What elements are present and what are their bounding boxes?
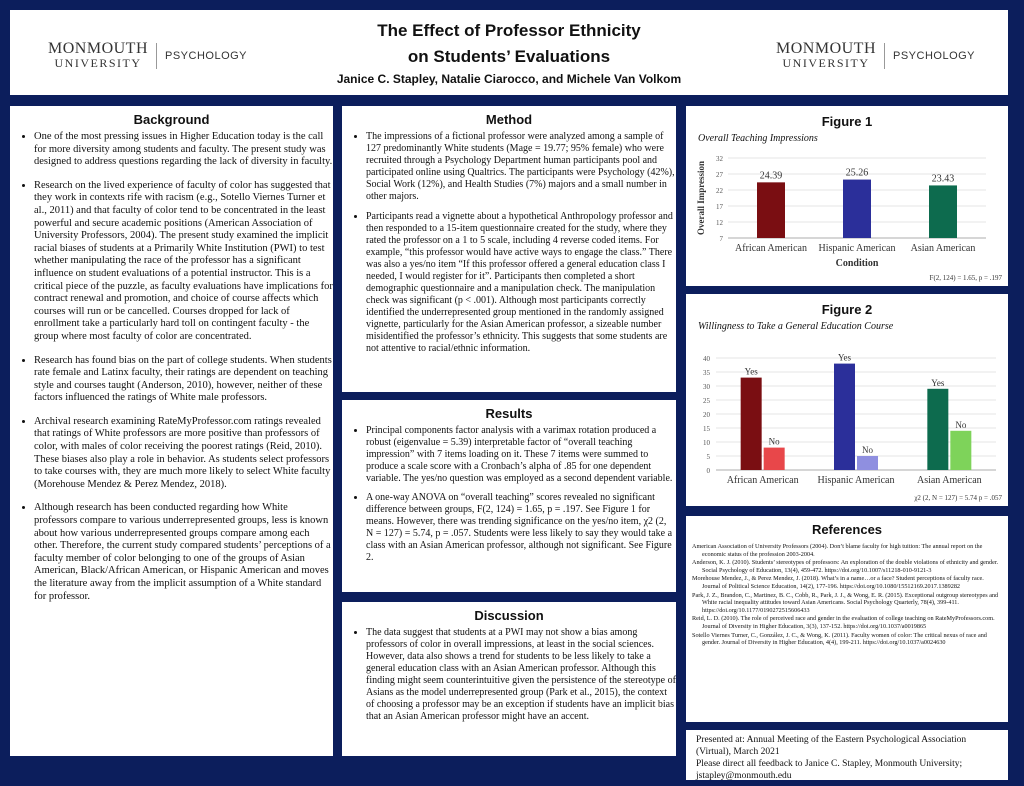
background-item: • One of the most pressing issues in Higher Education today is the call for more diversity among students and faculty. The present study was designed to address questions regarding the lack of diversity in faculty. — [34, 131, 333, 169]
data-label: No — [768, 436, 780, 447]
bar-asian-american — [929, 185, 957, 238]
title-line-1: The Effect of Professor Ethnicity — [377, 21, 641, 40]
logo-university-line1: MONMOUTH — [48, 40, 148, 57]
figure2-stat: χ2 (2, N = 127) = 5.74 p = .057 — [914, 494, 1002, 502]
reference-item: Anderson, K. J. (2010). Students’ stereotypes of professors: An exploration of the double violations of ethnicity and gender. Social Psychology of Education, 13(4), 459-472. https://doi.org/10.1007/s11218-010-9121-3 — [692, 559, 999, 574]
discussion-list — [342, 627, 676, 723]
background-list — [10, 131, 333, 603]
reference-item: Reid, L. D. (2010). The role of perceived race and gender in the evaluation of college teaching on RateMyProfessors.com. Journal of Diversity in Higher Education, 3(3), 137-152. https://doi.org/10.1037/a0019865 — [692, 615, 995, 630]
figure1-chart — [686, 146, 1008, 286]
x-tick-label: Asian American — [916, 475, 982, 486]
figure1-panel — [686, 106, 1008, 286]
results-item: • A one-way ANOVA on “overall teaching” scores revealed no significant difference between groups, F(2, 124) = 1.65, p = .197. See Figure 1 for means. However, there was trending significance on the yes/no item, χ2 (2, N = 127) = 5.74, p = .057. Students were less likely to say they would take a class with an Asian American professor, although not significant. See Figure 2. — [366, 492, 676, 564]
reference-item: Morehouse Mendez, J., & Perez Mendez, J. (2018). What’s in a name…or a face? Student perceptions of faculty race. Journal of Political Science Education, 14(2), 177-196. https://doi.org/10.1080/15512169.2017.1389282 — [692, 575, 984, 590]
data-label: 25.26 — [845, 167, 869, 179]
reference-item: American Association of University Professors (2004). Don’t blame faculty for high tuition: The annual report on the economic status of the profession 2003-2004. — [692, 543, 983, 558]
bar-hispanic-american — [843, 180, 871, 238]
data-label: Yes — [931, 377, 945, 388]
y-tick-label: 17 — [716, 203, 723, 211]
y-tick-label: 5 — [706, 453, 710, 461]
method-item: • The impressions of a fictional professor were analyzed among a sample of 127 predominantly White students (Mage = 19.77; 95% female) who were recruited through a Psychology Department human participants pool and participated online using Qualtrics. The participants were Psychology (42%), Social Work (12%), and Health Studies (7%) majors and a small number in other majors. — [366, 131, 676, 203]
monmouth-logo-right — [776, 42, 975, 70]
figure1-stat: F(2, 124) = 1.65, p = .197 — [929, 274, 1002, 282]
background-item: • Research has found bias on the part of college students. When students rate female and Latinx faculty, their ratings are dependent on teaching style and courses taught (Anderson, 2010), however, neither of these factors influenced the ratings of White male professors. — [34, 355, 333, 405]
data-label: Yes — [744, 366, 758, 377]
logo-university-line2: UNIVERSITY — [782, 56, 870, 70]
y-tick-label: 15 — [703, 425, 710, 433]
y-tick-label: 20 — [703, 411, 710, 419]
data-label: Yes — [837, 352, 852, 363]
x-axis-title: Condition — [835, 258, 879, 269]
results-list — [342, 425, 676, 564]
background-panel — [10, 106, 333, 756]
y-tick-label: 35 — [703, 369, 710, 377]
bar-no-african-american — [764, 448, 785, 470]
bar-no-asian-american — [950, 431, 971, 470]
logo-university-line1: MONMOUTH — [776, 40, 876, 57]
feedback-contact: Please direct all feedback to Janice C. Stapley, Monmouth University; jstapley@monmouth.edu — [696, 759, 963, 781]
x-tick-label: Hispanic American — [818, 243, 896, 254]
poster-header — [10, 10, 1008, 95]
reference-item: Park, J. Z., Brandon, C., Martinez, B. C., Cobb, R., Park, J. J., & Wong, E. R. (2015). Exceptional outgroup stereotypes and White racial inequality attitudes toward Asian Americans. Social Psychology Quarterly, 78(4), 399-411. https://doi.org/10.1177/0190272515606433 — [692, 591, 999, 614]
footer-panel — [686, 730, 1008, 780]
x-tick-label: Hispanic American — [817, 475, 895, 486]
figure2-panel — [686, 294, 1008, 506]
results-item: • Principal components factor analysis with a varimax rotation produced a robust (eigenvalue = 5.39) interpretable factor of “overall teaching impression” with 7 items loading on it. These 7 items were summed to produce a scale score with a Cronbach’s alpha of .85 for one dependent variable. The yes/no question was employed as a second dependent variable. — [366, 425, 676, 485]
method-item: • Participants read a vignette about a hypothetical Anthropology professor and then responded to a 15-item questionnaire created for the study, where they rated the professor on a 1 to 5 scale, including 4 reverse coded items. For example, “this professor would have active ways to engage the class.” There was also a yes/no item “If this professor offered a general education class I needed, I would register for it”. Participants then completed a short demographic questionnaire and a manipulation check. The manipulation check was significant (p < .001). Although most participants correctly identified the underrepresented group mentioned in the randomly assigned vignette, particularly for the Asian American professor, a sizeable number misidentified the professor’s ethnicity. This suggests that some students are not attentive to racial/ethnic information. — [366, 211, 676, 355]
logo-university-line2: UNIVERSITY — [54, 56, 142, 70]
background-item: • Although research has been conducted regarding how White professors compare to various underrepresented groups, less is known about how various underrepresented groups compare among each other. Therefore, the current study compared students’ perceptions of a faculty member of color belonging to one of the groups of Asian American, Black/African American, or Hispanic American and moves the literature away from the implicit assumption of a White standard for professor. — [34, 502, 333, 603]
results-heading: Results — [485, 406, 533, 421]
background-item: • Research on the lived experience of faculty of color has suggested that they work in contexts rife with racism (e.g., Sotello Viernes Turner et al., 2011) and that faculty of color tend to be concentrated in the least powerful and secure academic positions (American Association of University Professors, 2004). The present study examined the implicit racial biases of students at a Primarily White Institution (PWI) to test whether manipulating the race of the professor has a significant influence on student evaluations of a potential instructor. This is a critical piece of the puzzle, as faculty evaluations have implications for contract renewal and promotion, and choice of course affects which courses will run or be cancelled. Courses dropped for lack of enrollment take a particularly hard toll on contingent faculty - the group where most faculty of color are concentrated. — [34, 180, 333, 344]
discussion-heading: Discussion — [474, 608, 544, 623]
logo-department: PSYCHOLOGY — [165, 50, 248, 62]
discussion-panel — [342, 602, 676, 756]
figure2-heading: Figure 2 — [821, 302, 873, 317]
logo-separator — [884, 43, 885, 69]
data-label: 24.39 — [759, 170, 783, 182]
background-item: • Archival research examining RateMyProfessor.com ratings revealed that ratings of White professors are more positive than professors of color, with males of color receiving the poorest ratings (Reid, 2010). These biases also play a role in behavior. As students select professors to take courses with, they are much more likely to select White faculty (Morehouse Mendez & Perez Mendez, 2018). — [34, 416, 333, 492]
presented-at: Presented at: Annual Meeting of the Eastern Psychological Association (Virtual), March 2021 — [696, 735, 967, 757]
references-panel — [686, 516, 1008, 722]
y-tick-label: 0 — [706, 467, 710, 475]
y-tick-label: 12 — [716, 219, 723, 227]
y-tick-label: 7 — [719, 235, 723, 243]
y-tick-label: 25 — [703, 397, 710, 405]
method-heading: Method — [485, 112, 533, 127]
bar-african-american — [757, 182, 785, 238]
x-tick-label: African American — [735, 243, 807, 254]
data-label: 23.43 — [931, 173, 955, 185]
x-tick-label: Asian American — [910, 243, 976, 254]
x-tick-label: African American — [726, 475, 799, 486]
y-tick-label: 32 — [716, 155, 723, 163]
results-panel — [342, 400, 676, 592]
method-panel — [342, 106, 676, 392]
data-label: No — [955, 419, 967, 430]
figure1-subtitle: Overall Teaching Impressions — [698, 133, 818, 144]
discussion-item: • The data suggest that students at a PWI may not show a bias among professors of color in overall impressions, at least in the social sciences. However, data also shows a trend for students to be less likely to take a general education class with an Asian American professor. Although this finding might seem counterintuitive given the persistence of the stereotype of Asians as the model underrepresented group (Park et al., 2015), the context of choosing a professor may be an exception if students have an implicit bias that an Asian American professor might have an accent. — [366, 627, 676, 723]
logo-department: PSYCHOLOGY — [893, 50, 976, 62]
data-label: No — [862, 445, 873, 455]
y-tick-label: 40 — [703, 355, 710, 363]
figure2-subtitle: Willingness to Take a General Education Course — [698, 321, 894, 332]
y-tick-label: 22 — [716, 187, 723, 195]
references-list — [686, 543, 1008, 647]
poster-authors: Janice C. Stapley, Natalie Ciarocco, and Michele Van Volkom — [336, 72, 682, 86]
figure1-heading: Figure 1 — [821, 114, 873, 129]
references-heading: References — [811, 522, 883, 537]
y-tick-label: 27 — [716, 171, 723, 179]
bar-yes-african-american — [741, 378, 762, 470]
figure2-chart — [686, 334, 1008, 506]
bar-yes-asian-american — [927, 389, 948, 470]
title-line-2: on Students’ Evaluations — [407, 47, 611, 66]
method-list — [342, 131, 676, 355]
background-heading: Background — [133, 112, 210, 127]
bar-yes-hispanic-american — [834, 364, 855, 470]
reference-item: Sotello Viernes Turner, C., González, J. C., & Wong, K. (2011). Faculty women of color: The critical nexus of race and gender. Journal of Diversity in Higher Education, 4(4), 199-211. https://doi.org/10.1037/a0024630 — [692, 631, 987, 647]
y-tick-label: 30 — [703, 383, 710, 391]
bar-no-hispanic-american — [857, 456, 878, 470]
y-axis-title: Overall Impression — [696, 160, 706, 236]
y-tick-label: 10 — [703, 439, 710, 447]
